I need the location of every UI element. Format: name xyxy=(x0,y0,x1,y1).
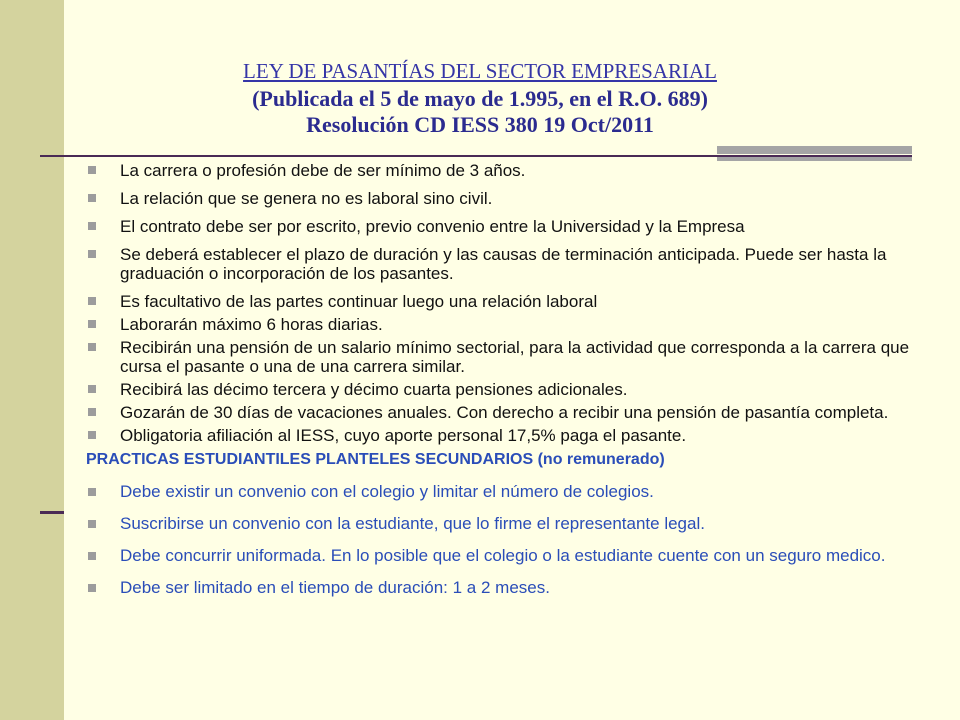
list-item-text: El contrato debe ser por escrito, previo convenio entre la Universidad y la Empresa xyxy=(120,217,745,236)
bullet-square-icon xyxy=(88,488,96,496)
list-item-text: Laborarán máximo 6 horas diarias. xyxy=(120,315,383,334)
bullet-square-icon xyxy=(88,297,96,305)
list-item xyxy=(84,315,914,334)
title-law-name: LEY DE PASANTÍAS DEL SECTOR EMPRESARIAL xyxy=(243,59,717,83)
section-heading: PRACTICAS ESTUDIANTILES PLANTELES SECUNDARIOS (no remunerado) xyxy=(86,451,665,468)
bullet-square-icon xyxy=(88,584,96,592)
bullet-square-icon xyxy=(88,222,96,230)
list-item xyxy=(84,161,914,180)
bullet-square-icon xyxy=(88,194,96,202)
list-item-text: Recibirán una pensión de un salario mínimo sectorial, para la actividad que corresponda a la carrera que cursa el pasante o una de una carrera similar. xyxy=(120,338,910,376)
bullet-square-icon xyxy=(88,385,96,393)
bullet-square-icon xyxy=(88,552,96,560)
list-item xyxy=(84,544,914,568)
list-item-text: Debe existir un convenio con el colegio y limitar el número de colegios. xyxy=(120,482,654,501)
list-item xyxy=(84,245,914,283)
list-item xyxy=(84,426,914,445)
title-accent-bar xyxy=(717,146,912,154)
list-item-text: Debe ser limitado en el tiempo de duración: 1 a 2 meses. xyxy=(120,578,550,597)
list-item xyxy=(84,576,914,600)
list-item xyxy=(84,189,914,208)
slide-sidebar-band xyxy=(0,0,64,720)
list-item-text: Gozarán de 30 días de vacaciones anuales. Con derecho a recibir una pensión de pasantía completa. xyxy=(120,403,889,422)
list-item xyxy=(84,217,914,236)
list-item xyxy=(84,380,914,399)
list-item-text: Es facultativo de las partes continuar luego una relación laboral xyxy=(120,292,598,311)
bullet-square-icon xyxy=(88,408,96,416)
list-item-text: La relación que se genera no es laboral sino civil. xyxy=(120,189,493,208)
list-item xyxy=(84,338,914,376)
list-item-text: Obligatoria afiliación al IESS, cuyo aporte personal 17,5% paga el pasante. xyxy=(120,426,687,445)
bullet-square-icon xyxy=(88,343,96,351)
slide-body xyxy=(84,161,914,608)
list-item xyxy=(84,403,914,422)
list-item-text: Debe concurrir uniformada. En lo posible que el colegio o la estudiante cuente con un seguro medico. xyxy=(120,546,886,565)
list-item-text: Suscribirse un convenio con la estudiante, que lo firme el representante legal. xyxy=(120,514,705,533)
bullet-square-icon xyxy=(88,250,96,258)
bullet-square-icon xyxy=(88,431,96,439)
bullet-square-icon xyxy=(88,320,96,328)
title-resolution: Resolución CD IESS 380 19 Oct/2011 xyxy=(306,112,654,137)
list-item xyxy=(84,512,914,536)
list-item-text: La carrera o profesión debe de ser mínimo de 3 años. xyxy=(120,161,526,180)
bullet-square-icon xyxy=(88,520,96,528)
list-item-text: Se deberá establecer el plazo de duración y las causas de terminación anticipada. Puede ser hasta la graduación o incorporación de los pasantes. xyxy=(120,245,887,283)
title-publication: (Publicada el 5 de mayo de 1.995, en el R.O. 689) xyxy=(252,86,708,111)
slide-title xyxy=(100,56,860,138)
section-marker xyxy=(40,511,64,514)
list-item xyxy=(84,292,914,311)
bullet-square-icon xyxy=(88,166,96,174)
list-item-text: Recibirá las décimo tercera y décimo cuarta pensiones adicionales. xyxy=(120,380,628,399)
list-item xyxy=(84,480,914,504)
